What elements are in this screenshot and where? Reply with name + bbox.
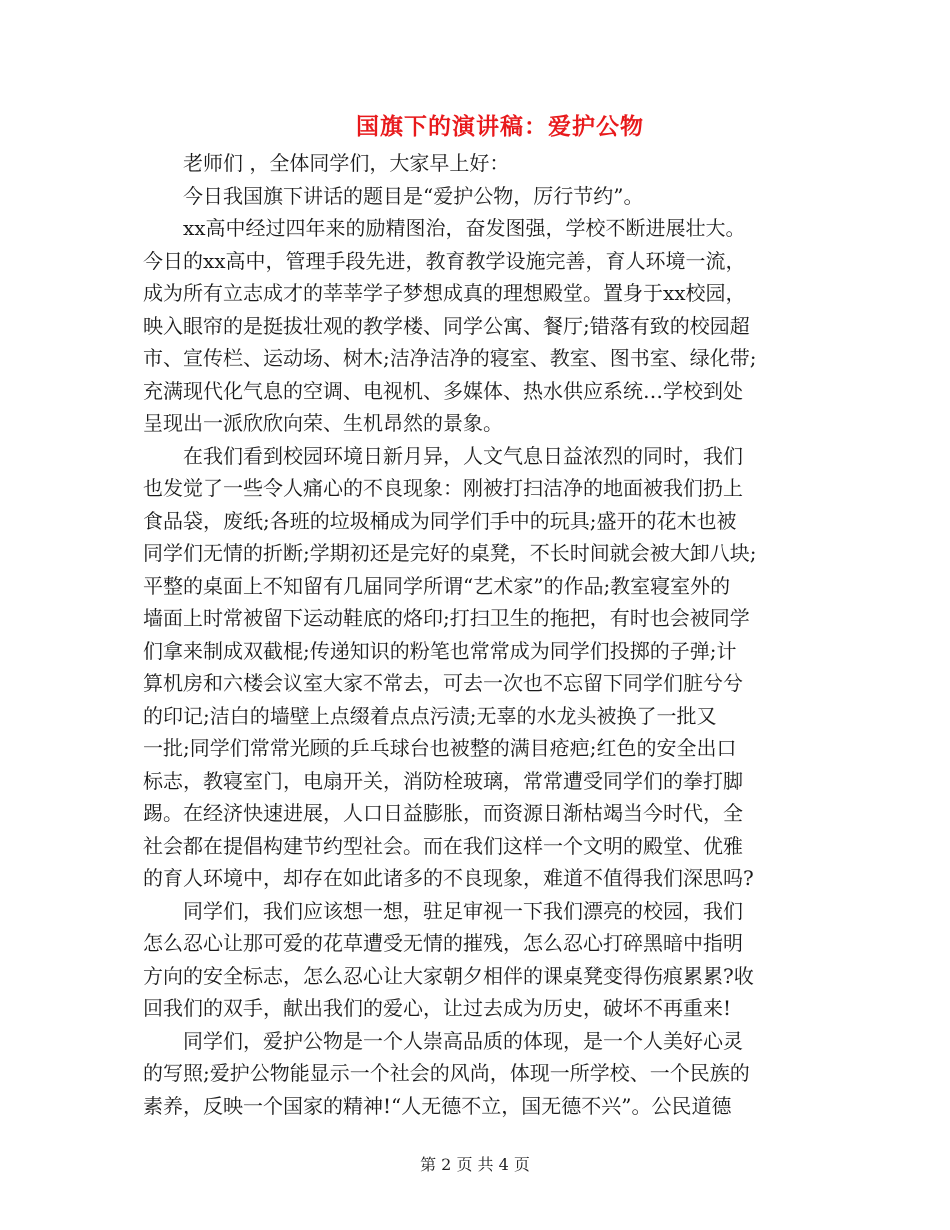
body-line: 平整的桌面上不知留有几届同学所谓“艺术家”的作品;教室寝室外的: [143, 573, 731, 598]
body-line: 食品袋，废纸;各班的垃圾桶成为同学们手中的玩具;盛开的花木也被: [143, 508, 737, 533]
body-line: 怎么忍心让那可爱的花草遭受无情的摧残，怎么忍心打碎黑暗中指明: [143, 931, 743, 955]
body-line: 呈现出一派欣欣向荣、生机昂然的景象。: [143, 411, 503, 435]
page-footer: 第 2 页 共 4 页: [420, 1155, 530, 1174]
body-line: 素养，反映一个国家的精神!“人无德不立，国无德不兴”。公民道德: [143, 1093, 732, 1118]
body-line: 方向的安全标志，怎么忍心让大家朝夕相伴的课桌凳变得伤痕累累?收: [143, 963, 754, 988]
body-line: xx高中经过四年来的励精图治，奋发图强，学校不断进展壮大。: [183, 216, 746, 240]
body-line: 同学们无情的折断;学期初还是完好的桌凳，不长时间就会被大卸八块;: [143, 541, 757, 565]
body-line: 今日我国旗下讲话的题目是“爱护公物，厉行节约”。: [183, 183, 644, 208]
body-line: 的写照;爱护公物能显示一个社会的风尚，体现一所学校、一个民族的: [143, 1061, 750, 1085]
body-line: 标志，教寝室门，电扇开关，消防栓玻璃，常常遭受同学们的拳打脚: [143, 768, 743, 793]
body-line: 老师们 ，全体同学们，大家早上好：: [183, 151, 510, 175]
document-title: 国旗下的演讲稿：爱护公物: [356, 113, 644, 140]
body-line: 们拿来制成双截棍;传递知识的粉笔也常常成为同学们投掷的子弹;计: [143, 638, 737, 663]
body-line: 同学们，爱护公物是一个人崇高品质的体现，是一个人美好心灵: [183, 1028, 743, 1053]
body-line: 踢。在经济快速进展，人口日益膨胀，而资源日渐枯竭当今时代，全: [143, 801, 743, 825]
body-line: 同学们，我们应该想一想，驻足审视一下我们漂亮的校园，我们: [183, 898, 743, 923]
body-line: 回我们的双手，献出我们的爱心，让过去成为历史，破坏不再重来!: [143, 996, 732, 1020]
body-line: 成为所有立志成才的莘莘学子梦想成真的理想殿堂。置身于xx校园，: [143, 281, 746, 305]
body-line: 今日的xx高中，管理手段先进，教育教学设施完善，育人环境一流，: [143, 248, 746, 273]
body-line: 的育人环境中，却存在如此诸多的不良现象，难道不值得我们深思吗?: [143, 866, 754, 890]
body-line: 在我们看到校园环境日新月异，人文气息日益浓烈的同时，我们: [183, 443, 743, 468]
body-line: 社会都在提倡构建节约型社会。而在我们这样一个文明的殿堂、优雅: [143, 833, 743, 858]
body-line: 映入眼帘的是挺拔壮观的教学楼、同学公寓、餐厅;错落有致的校园超: [143, 313, 750, 338]
body-line: 一批;同学们常常光顾的乒乓球台也被整的满目疮疤;红色的安全出口: [143, 736, 737, 760]
body-line: 墙面上时常被留下运动鞋底的烙印;打扫卫生的拖把，有时也会被同学: [143, 606, 750, 630]
body-line: 充满现代化气息的空调、电视机、多媒体、热水供应系统…学校到处: [143, 378, 743, 403]
body-line: 也发觉了一些令人痛心的不良现象：刚被打扫洁净的地面被我们扔上: [143, 476, 743, 500]
document-body: [143, 147, 808, 1122]
body-line: 市、宣传栏、运动场、树木;洁净洁净的寝室、教室、图书室、绿化带;: [143, 346, 757, 370]
body-line: 的印记;洁白的墙壁上点缀着点点污渍;无辜的水龙头被换了一批又: [143, 703, 717, 728]
body-line: 算机房和六楼会议室大家不常去，可去一次也不忘留下同学们脏兮兮: [143, 671, 743, 695]
